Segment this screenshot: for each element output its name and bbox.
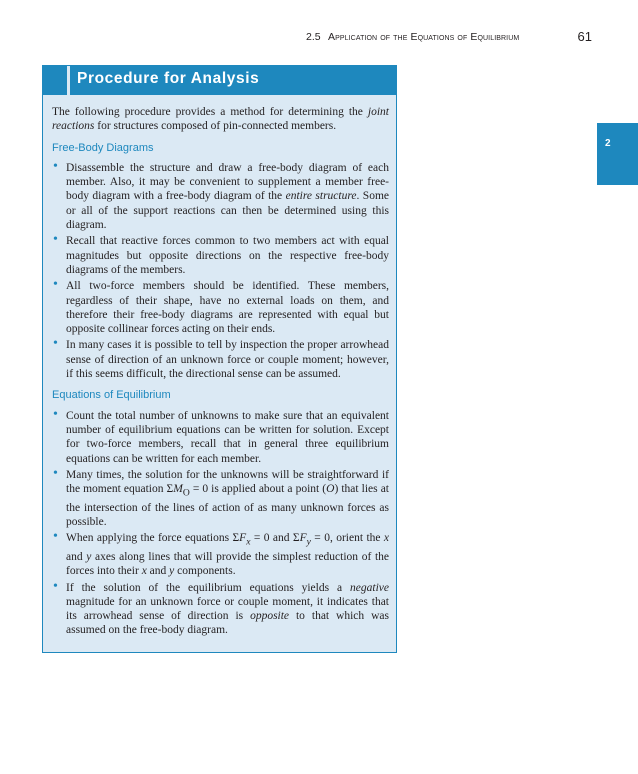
- procedure-box-header: [43, 66, 396, 95]
- procedure-title: Procedure for Analysis: [77, 70, 260, 87]
- page-number: 61: [577, 29, 592, 44]
- list-item: • Disassemble the structure and draw a free-body diagram of each member. Also, it may be convenient to supplement a member free-body diagram with a free-body diagram of the entire structure. Some or all of the support reactions can then be determined using this diagram.: [52, 161, 389, 232]
- list-item: • Count the total number of unknowns to make sure that an equivalent number of equilibrium equations can be written for solution. Except for two-force members, recall that in general three equilibrium equations can be written for each member.: [52, 409, 389, 466]
- list-item: • All two-force members should be identified. These members, regardless of their shape, have no external loads on them, and therefore their free-body diagrams are represented with equal but opposite collinear forces acting on their ends.: [52, 279, 389, 336]
- running-head-title: Application of the Equations of Equilibrium: [328, 31, 520, 43]
- equilibrium-heading: Equations of Equilibrium: [52, 389, 171, 402]
- fbd-heading: Free-Body Diagrams: [52, 141, 154, 154]
- section-number: 2.5: [306, 31, 321, 43]
- list-item: • If the solution of the equilibrium equations yields a negative magnitude for an unknown force or couple moment, it indicates that its arrowhead sense of direction is opposite to that which was assumed on the free-body diagram.: [52, 581, 389, 638]
- list-item: • Recall that reactive forces common to two members act with equal magnitudes but opposite directions on the respective free-body diagrams of the members.: [52, 234, 389, 277]
- chapter-number: 2: [605, 138, 611, 149]
- list-item: • When applying the force equations $\Sigma F_x = 0$ and $\Sigma F_y = 0$, orient the x and y axes along lines that will provide the simplest reduction of the forces into their x and y components.: [52, 531, 389, 578]
- running-head: [306, 30, 592, 46]
- procedure-box: [42, 65, 397, 653]
- list-item: • Many times, the solution for the unknowns will be straightforward if the moment equation $\Sigma M_O = 0$ is applied about a point (O) that lies at the intersection of the lines of action of as many unknown forces as possible.: [52, 468, 389, 529]
- procedure-content: [52, 105, 389, 640]
- list-item: • In many cases it is possible to tell by inspection the proper arrowhead sense of direction of an unknown force or couple moment; however, if this seems difficult, the directional sense can be assumed.: [52, 338, 389, 381]
- chapter-tab: [597, 123, 638, 185]
- header-divider: [67, 66, 70, 95]
- fbd-list: [52, 161, 389, 381]
- intro-paragraph: The following procedure provides a method for determining the joint reactions for structures composed of pin-connected members.: [52, 106, 389, 133]
- equilibrium-list: [52, 409, 389, 638]
